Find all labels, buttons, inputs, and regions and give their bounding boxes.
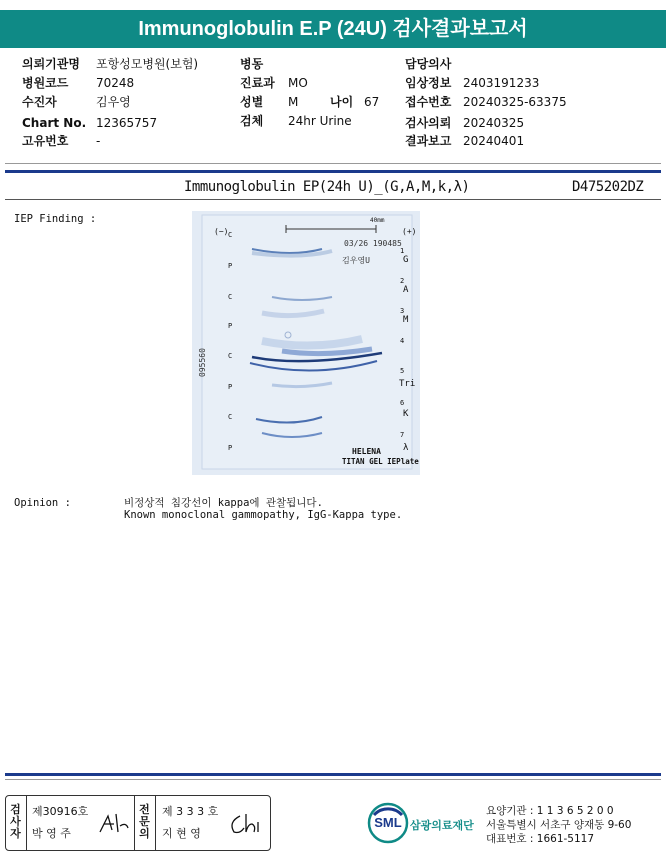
- value-hospital-code: 70248: [96, 76, 135, 90]
- value-chart-no: 12365757: [96, 116, 158, 130]
- org-address: [486, 804, 631, 846]
- gel-right-mark: Tri: [399, 379, 416, 389]
- label-doctor: 담당의사: [405, 57, 452, 71]
- gel-brand: HELENA: [352, 447, 381, 456]
- gel-right-mark: λ: [403, 443, 409, 453]
- gel-side-code: 095560: [198, 348, 207, 377]
- label-age: 나이: [330, 95, 354, 109]
- value-age: 67: [364, 95, 380, 109]
- label-report-date: 결과보고: [405, 134, 452, 148]
- label-chart-no: Chart No.: [22, 116, 87, 130]
- test-title: Immunoglobulin EP(24h U)_(G,A,M,k,λ): [184, 179, 470, 195]
- gel-anode: (+): [402, 227, 417, 236]
- gel-left-mark: C: [228, 231, 233, 239]
- examiner-name: 박 영 주: [32, 827, 71, 840]
- label-clinical-info: 임상정보: [405, 76, 452, 90]
- label-receipt-no: 접수번호: [405, 95, 452, 109]
- gel-left-mark: P: [228, 322, 233, 330]
- label-sex: 성별: [240, 95, 264, 109]
- gel-cathode: (−): [214, 227, 229, 236]
- opinion-line-1: 비정상적 침강선이 kappa에 관찰됩니다.: [124, 497, 323, 509]
- divider-thin: [5, 163, 661, 164]
- value-unique-no: -: [96, 134, 101, 148]
- label-ward: 병동: [240, 57, 264, 71]
- opinion-line-2: Known monoclonal gammopathy, IgG-Kappa type.: [124, 509, 403, 521]
- value-patient: 김우영: [96, 95, 131, 109]
- specialist-label: 전문의: [139, 803, 150, 840]
- value-specimen: 24hr Urine: [288, 114, 352, 128]
- finding-label: IEP Finding :: [14, 213, 97, 225]
- divider-bottom-thin: [5, 779, 661, 780]
- value-request-date: 20240325: [463, 116, 525, 130]
- label-hospital-code: 병원코드: [22, 76, 69, 90]
- gel-right-mark: 6: [400, 399, 405, 407]
- label-patient: 수진자: [22, 95, 57, 109]
- gel-right-mark: G: [403, 255, 409, 265]
- gel-right-mark: 1: [400, 247, 405, 255]
- gel-right-mark: K: [403, 409, 409, 419]
- addr-line-2: 서울특별시 서초구 양재동 9-60: [486, 819, 632, 831]
- gel-left-mark: C: [228, 293, 233, 301]
- examiner-signature: [96, 810, 130, 836]
- opinion-label: Opinion :: [14, 497, 71, 509]
- iep-gel-image: [192, 211, 420, 475]
- examiner-label: 검사자: [10, 803, 21, 840]
- test-code: D475202DZ: [572, 179, 644, 195]
- divider-bottom: [5, 773, 661, 776]
- gel-scale: 40mm: [370, 217, 385, 224]
- gel-left-mark: P: [228, 444, 233, 452]
- gel-right-mark: 4: [400, 337, 405, 345]
- gel-right-mark: 5: [400, 367, 405, 375]
- sml-text: SML: [374, 815, 402, 830]
- gel-right-mark: 3: [400, 307, 405, 315]
- label-unique-no: 고유번호: [22, 134, 69, 148]
- gel-left-mark: C: [228, 352, 233, 360]
- divider-top: [5, 170, 661, 173]
- org-name: 삼광의료재단: [410, 819, 474, 832]
- examiner-no: 제30916호: [32, 805, 89, 818]
- gel-brand-sub: TITAN GEL IEPlate: [342, 457, 419, 466]
- value-institution: 포항성모병원(보험): [96, 57, 199, 71]
- addr-line-1: 요양기관 : 1 1 3 6 5 2 0 0: [486, 805, 614, 817]
- value-clinical-info: 2403191233: [463, 76, 540, 90]
- addr-line-3: 대표번호 : 1661-5117: [486, 833, 595, 845]
- specialist-no: 제 3 3 3 호: [162, 805, 219, 818]
- value-report-date: 20240401: [463, 134, 525, 148]
- divider-title: [5, 199, 661, 200]
- label-department: 진료과: [240, 76, 275, 90]
- report-title: Immunoglobulin E.P (24U) 검사결과보고서: [0, 10, 666, 48]
- label-institution: 의뢰기관명: [22, 57, 80, 71]
- gel-name: 김우영U: [342, 256, 371, 265]
- gel-left-mark: C: [228, 413, 233, 421]
- value-sex: M: [288, 95, 299, 109]
- value-receipt-no: 20240325-63375: [463, 95, 567, 109]
- gel-right-mark: 7: [400, 431, 405, 439]
- gel-left-mark: P: [228, 383, 233, 391]
- gel-left-mark: P: [228, 262, 233, 270]
- gel-right-mark: 2: [400, 277, 405, 285]
- signature-box: [5, 795, 271, 851]
- sml-logo: [366, 801, 474, 849]
- label-request-date: 검사의뢰: [405, 116, 452, 130]
- specialist-name: 지 현 영: [162, 827, 201, 840]
- gel-right-mark: A: [403, 285, 409, 295]
- label-specimen: 검체: [240, 114, 264, 128]
- specialist-signature: [226, 810, 262, 836]
- gel-right-mark: M: [403, 315, 409, 325]
- value-department: MO: [288, 76, 308, 90]
- gel-date: 03/26 190485: [344, 239, 402, 248]
